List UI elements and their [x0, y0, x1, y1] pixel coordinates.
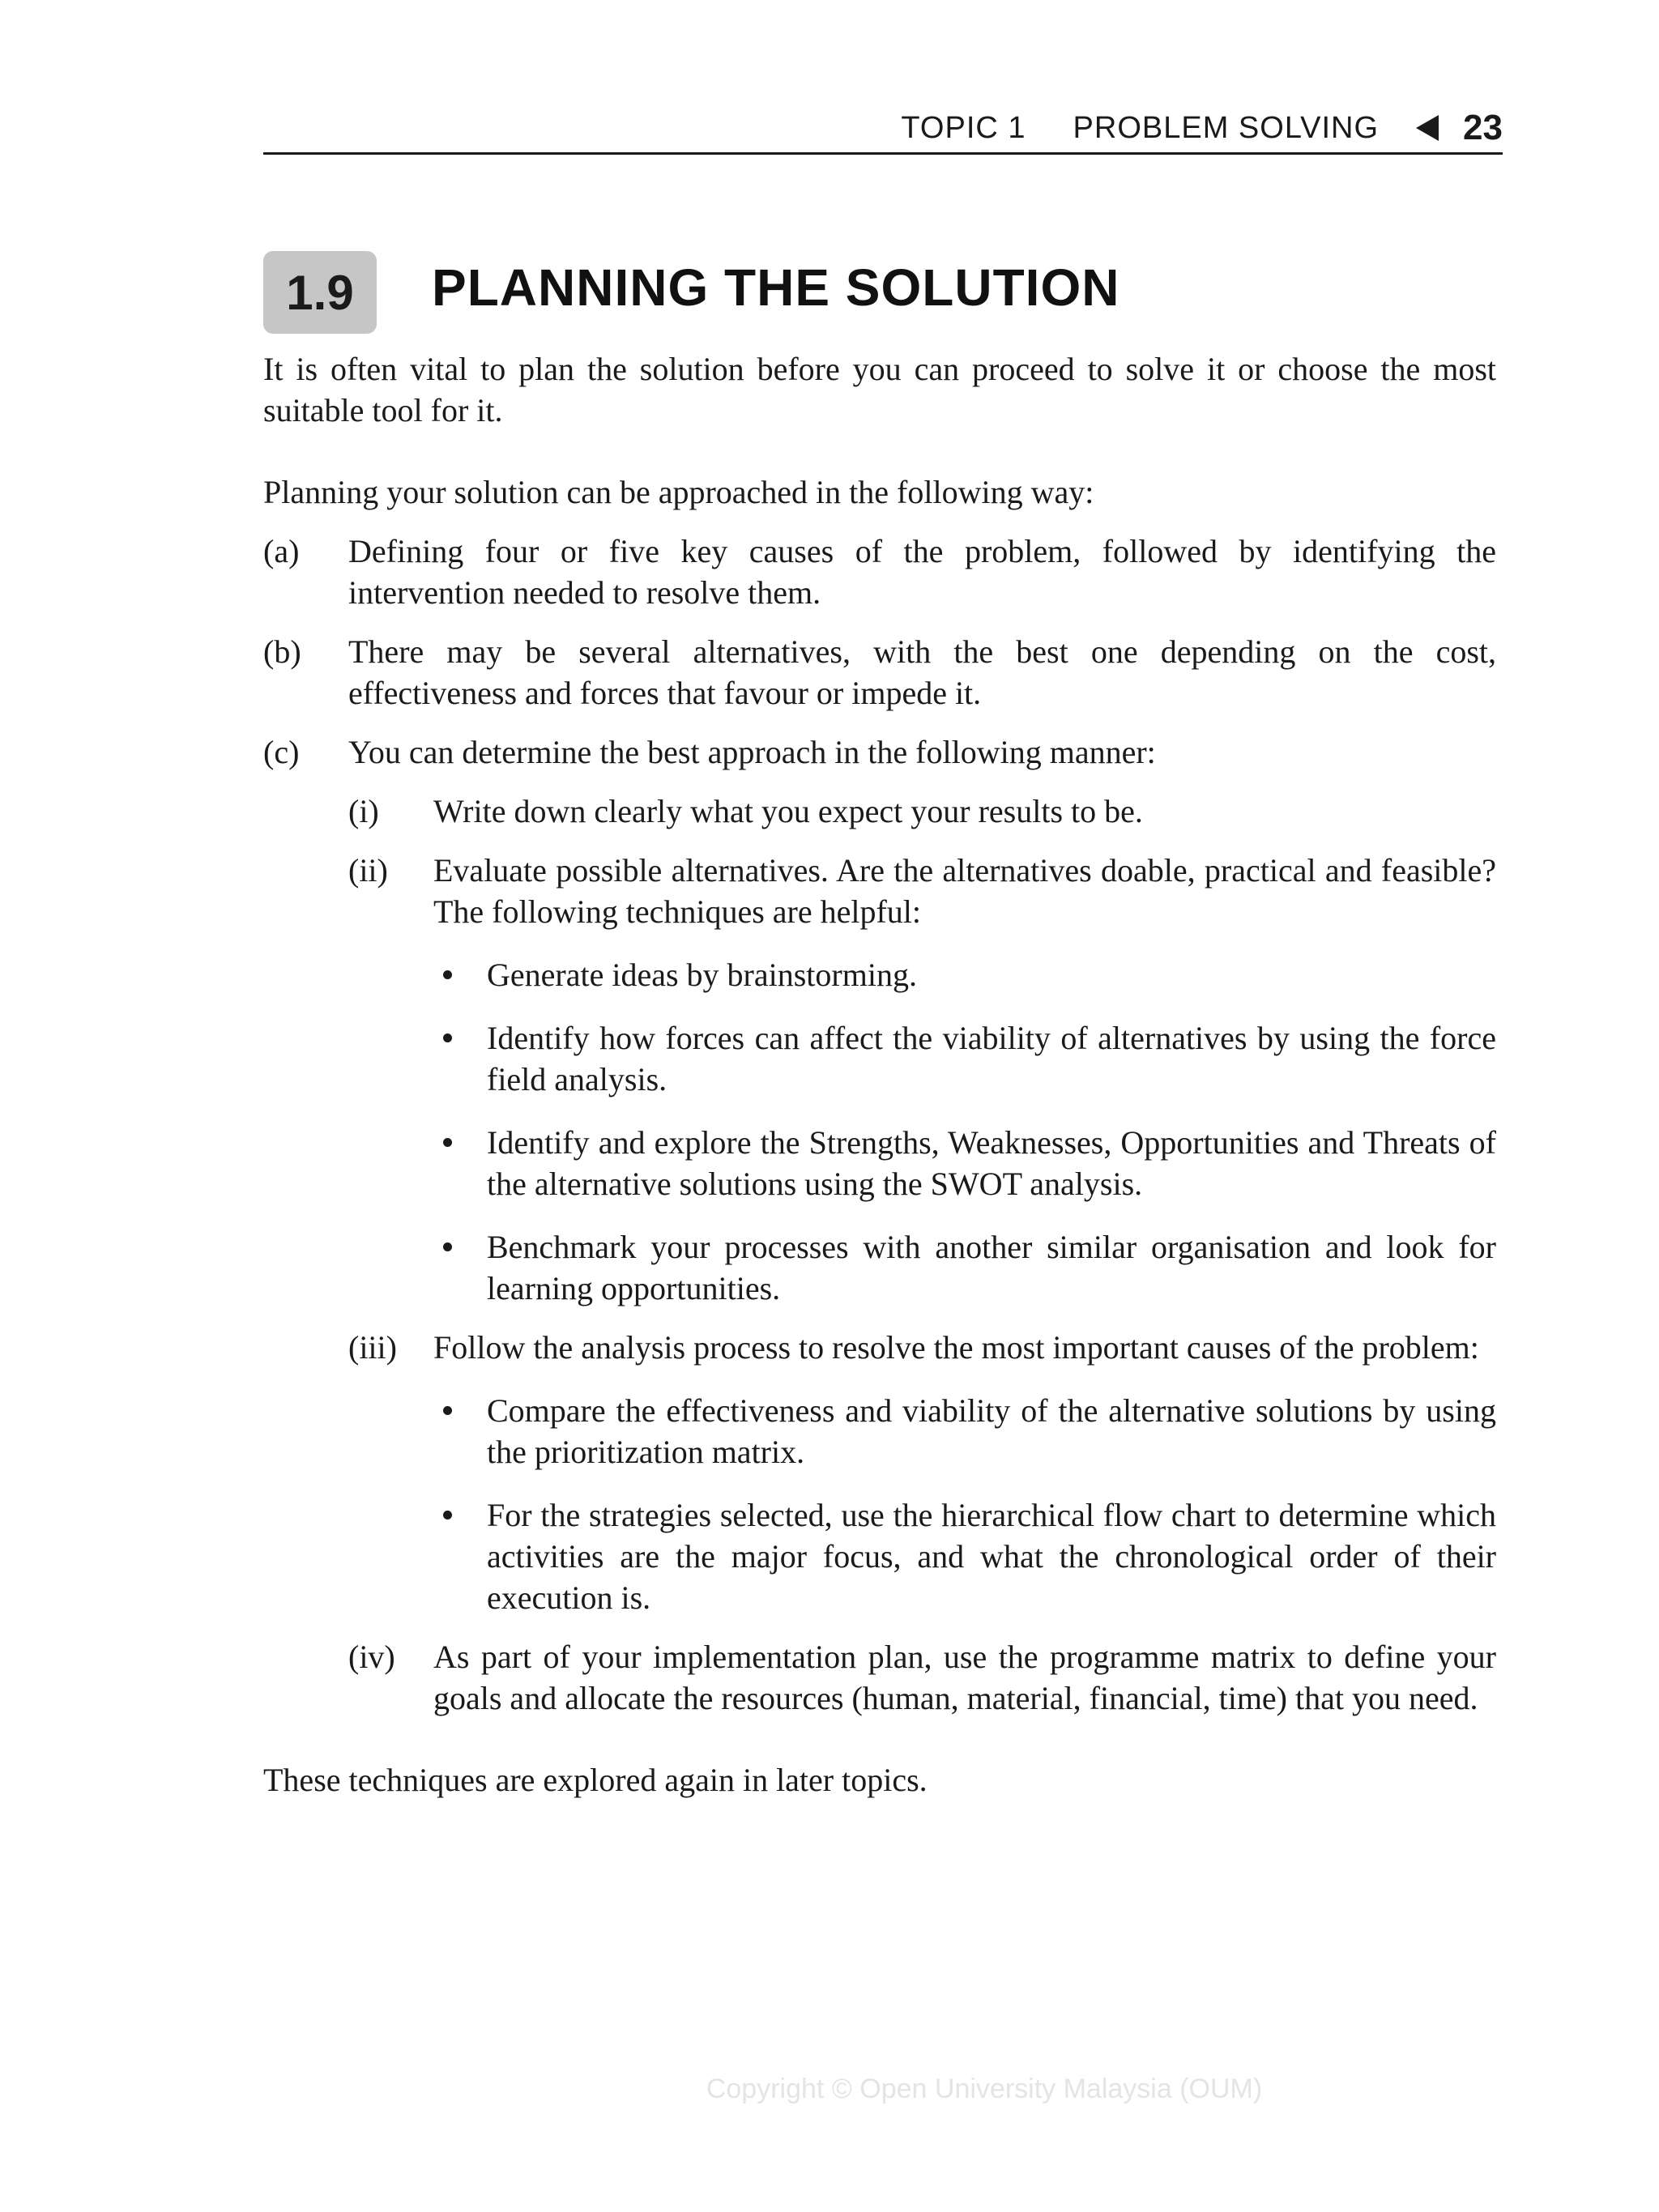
body-text — [263, 348, 1496, 1801]
intro-paragraph: It is often vital to plan the solution before you can proceed to solve it or choose the most suitable tool for it. — [263, 351, 1496, 428]
list-text: Defining four or five key causes of the problem, followed by identifying the intervention needed to resolve them. — [348, 533, 1496, 611]
list-item-b — [263, 631, 1496, 714]
bullet-item — [433, 1494, 1496, 1618]
bullet-text: Compare the effectiveness and viability of the alternative solutions by using the prioritization matrix. — [487, 1392, 1496, 1470]
bullet-text: Identify and explore the Strengths, Weaknesses, Opportunities and Threats of the alternative solutions using the SWOT analysis. — [487, 1124, 1496, 1202]
sublist-text: Follow the analysis process to resolve the most important causes of the problem: — [433, 1329, 1479, 1366]
sublist-label: (iii) — [348, 1329, 397, 1366]
list-label: (b) — [263, 633, 301, 670]
sublist-item-iv — [348, 1636, 1496, 1719]
bullet-text: Identify how forces can affect the viability of alternatives by using the force field analysis. — [487, 1020, 1496, 1097]
section-number-badge: 1.9 — [263, 251, 377, 334]
bullet-text: For the strategies selected, use the hierarchical flow chart to determine which activities are the major focus, and what the chronological order of their execution is. — [487, 1497, 1496, 1616]
copyright-watermark: Copyright © Open University Malaysia (OUM) — [706, 2073, 1263, 2104]
sublist-text: As part of your implementation plan, use the programme matrix to define your goals and allocate the resources (human, material, financial, time) that you need. — [433, 1639, 1496, 1716]
closing-paragraph: These techniques are explored again in later topics. — [263, 1762, 928, 1798]
sublist-label: (iv) — [348, 1639, 395, 1675]
list-item-c — [263, 731, 1496, 773]
bullet-item — [433, 1390, 1496, 1473]
bullet-item — [433, 1017, 1496, 1100]
sublist-label: (i) — [348, 793, 379, 829]
sublist-item-iii — [348, 1327, 1496, 1368]
list-text: There may be several alternatives, with the best one depending on the cost, effectiveness and forces that favour or impede it. — [348, 633, 1496, 711]
sublist-label: (ii) — [348, 852, 388, 889]
bullet-text: Benchmark your processes with another similar organisation and look for learning opportunities. — [487, 1229, 1496, 1306]
bullet-item — [433, 954, 1496, 995]
bullet-text: Generate ideas by brainstorming. — [487, 957, 917, 993]
left-triangle-icon — [1416, 115, 1439, 141]
list-text: You can determine the best approach in the following manner: — [348, 734, 1156, 770]
bullet-item — [433, 1122, 1496, 1204]
bullet-item — [433, 1226, 1496, 1309]
sublist-item-ii — [348, 850, 1496, 932]
list-item-a — [263, 531, 1496, 613]
sublist-item-i — [348, 791, 1496, 832]
section-title: PLANNING THE SOLUTION — [432, 258, 1120, 317]
sublist-text: Write down clearly what you expect your results to be. — [433, 793, 1143, 829]
header-topic: TOPIC 1 — [901, 110, 1026, 145]
running-header — [263, 107, 1503, 155]
list-label: (a) — [263, 533, 300, 569]
list-label: (c) — [263, 734, 300, 770]
header-title: PROBLEM SOLVING — [1073, 110, 1380, 145]
lead-paragraph: Planning your solution can be approached in the following way: — [263, 474, 1094, 510]
header-row — [901, 107, 1503, 149]
sublist-text: Evaluate possible alternatives. Are the alternatives doable, practical and feasible? The following techniques are helpful: — [433, 852, 1496, 930]
page-number: 23 — [1463, 108, 1503, 147]
